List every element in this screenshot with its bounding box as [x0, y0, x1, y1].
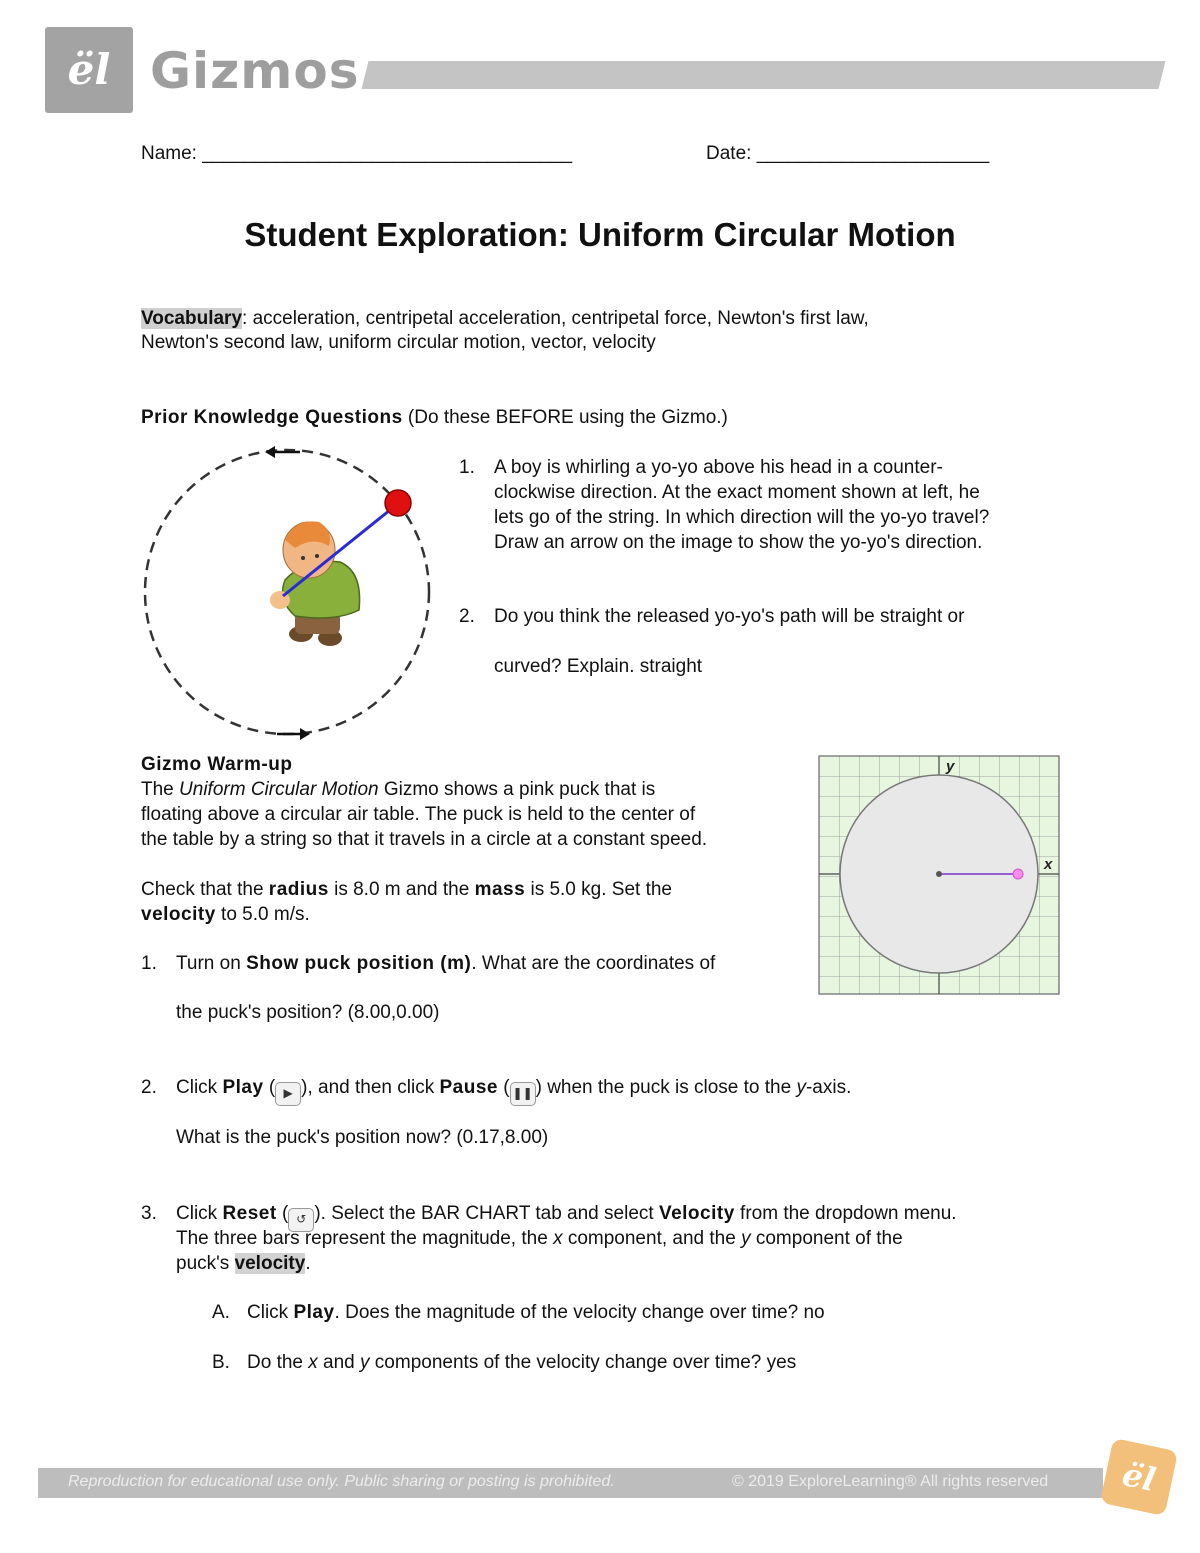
prior-q1-line-1: A boy is whirling a yo-yo above his head in a counter- — [494, 457, 943, 478]
warmup-heading — [141, 753, 292, 777]
arrow-top-icon — [265, 446, 300, 458]
warmup-q2-line-1 — [176, 1076, 851, 1106]
vocabulary-label: Vocabulary — [141, 308, 243, 329]
text: Click — [176, 1077, 223, 1098]
warmup-q2-answer[interactable]: What is the puck's position now? (0.17,8.00) — [176, 1127, 549, 1148]
boy-figure — [270, 521, 360, 646]
warmup-q1-answer[interactable]: the puck's position? (8.00,0.00) — [176, 1002, 440, 1023]
date-field[interactable]: Date: ______________________ — [706, 143, 990, 164]
explorelearning-logo — [45, 27, 133, 113]
text: from the dropdown menu. — [734, 1203, 957, 1224]
prior-q2-answer[interactable]: curved? Explain. straight — [494, 656, 703, 677]
vocabulary-line-1 — [141, 307, 869, 331]
logo-glyph: ël — [67, 45, 111, 94]
text: ). Select the BAR CHART tab and select — [314, 1203, 659, 1224]
warmup-q1-line-1 — [176, 952, 715, 976]
pause-term: Pause — [439, 1077, 498, 1098]
mass-term: mass — [474, 879, 526, 900]
text: ( — [497, 1077, 510, 1098]
text: . What are the coordinates of — [471, 953, 716, 974]
text: and — [317, 1352, 361, 1373]
vocabulary-terms: : acceleration, centripetal acceleration, centripetal force, Newton's first law, — [242, 308, 869, 329]
badge-glyph: ël — [1119, 1455, 1159, 1499]
footer-logo-badge — [1100, 1438, 1178, 1516]
text: is 5.0 kg. Set the — [525, 879, 672, 900]
y-variable: y — [796, 1077, 806, 1098]
radius-term: radius — [268, 879, 329, 900]
page-title: Student Exploration: Uniform Circular Motion — [244, 216, 956, 253]
warmup-q3-b-label: B. — [212, 1352, 230, 1373]
reset-term: Reset — [222, 1203, 277, 1224]
play-term: Play — [222, 1077, 264, 1098]
warmup-check-line-1 — [141, 878, 672, 902]
prior-q1-line-3: lets go of the string. In which direction will the yo-yo travel? — [494, 507, 990, 528]
text: . Does the magnitude of the velocity change over time? no — [334, 1302, 825, 1323]
warmup-title: Gizmo Warm-up — [141, 754, 293, 775]
prior-knowledge-note: (Do these BEFORE using the Gizmo.) — [402, 407, 728, 428]
prior-q1-line-2: clockwise direction. At the exact moment shown at left, he — [494, 482, 980, 503]
text: Check that the — [141, 879, 269, 900]
warmup-q3-b-answer[interactable] — [247, 1351, 796, 1375]
footer-notice: Reproduction for educational use only. Public sharing or posting is prohibited. — [68, 1473, 615, 1490]
text: Click — [176, 1203, 223, 1224]
footer-copyright: © 2019 ExploreLearning® All rights reserved — [732, 1473, 1049, 1490]
text: Do the — [247, 1352, 309, 1373]
y-variable: y — [360, 1352, 370, 1373]
table-center — [936, 871, 942, 877]
warmup-q3-number: 3. — [141, 1203, 157, 1224]
prior-q1-number: 1. — [459, 457, 475, 478]
text: to 5.0 m/s. — [215, 904, 310, 925]
warmup-q1-number: 1. — [141, 953, 157, 974]
pause-icon: ❚❚ — [510, 1082, 536, 1106]
play-icon: ▶ — [275, 1082, 301, 1106]
warmup-intro-line-3: the table by a string so that it travels in a circle at a constant speed. — [141, 829, 708, 850]
prior-knowledge-title: Prior Knowledge Questions — [141, 407, 403, 428]
x-axis-label: x — [1044, 856, 1053, 873]
warmup-q3-a-answer[interactable] — [247, 1301, 825, 1325]
warmup-intro-line-1 — [141, 778, 655, 802]
text: ), and then click — [301, 1077, 440, 1098]
yoyo-illustration — [135, 440, 445, 750]
velocity-term: Velocity — [658, 1203, 735, 1224]
show-puck-position-term: Show puck position (m) — [246, 953, 472, 974]
header-bar — [362, 61, 1166, 89]
text: . — [305, 1253, 311, 1274]
x-variable: x — [308, 1352, 318, 1373]
prior-q2-line-1: Do you think the released yo-yo's path will be straight or — [494, 606, 965, 627]
x-variable: x — [553, 1228, 563, 1249]
y-axis-label: y — [946, 758, 955, 775]
brand-name: Gizmos — [150, 42, 360, 100]
text: component of the — [750, 1228, 903, 1249]
arrow-bottom-icon — [277, 728, 310, 740]
gizmo-grid-figure — [818, 755, 1060, 995]
text: ) when the puck is close to the — [535, 1077, 797, 1098]
pink-puck — [1013, 869, 1023, 879]
text: is 8.0 m and the — [328, 879, 475, 900]
warmup-q3-line-3 — [176, 1252, 311, 1276]
y-variable: y — [741, 1228, 751, 1249]
text: puck's — [176, 1253, 235, 1274]
prior-q1-line-4: Draw an arrow on the image to show the yo-yo's direction. — [494, 532, 983, 553]
text: ( — [276, 1203, 289, 1224]
warmup-check-line-2 — [141, 903, 310, 927]
vocabulary-line-2: Newton's second law, uniform circular motion, vector, velocity — [141, 332, 656, 353]
play-term: Play — [293, 1302, 335, 1323]
prior-knowledge-heading — [141, 406, 728, 430]
text: components of the velocity change over time? yes — [369, 1352, 797, 1373]
prior-q2-number: 2. — [459, 606, 475, 627]
text: Turn on — [176, 953, 247, 974]
text: The three bars represent the magnitude, the — [176, 1228, 554, 1249]
name-field[interactable]: Name: ___________________________________ — [141, 143, 573, 164]
warmup-q3-a-label: A. — [212, 1302, 230, 1323]
warmup-intro-line-2: floating above a circular air table. The puck is held to the center of — [141, 804, 696, 825]
text: component, and the — [562, 1228, 742, 1249]
text: Click — [247, 1302, 294, 1323]
warmup-q2-number: 2. — [141, 1077, 157, 1098]
text: Gizmo shows a pink puck that is — [378, 779, 656, 800]
text: ( — [263, 1077, 276, 1098]
velocity-term: velocity — [141, 904, 216, 925]
warmup-q3-line-2 — [176, 1227, 903, 1251]
gizmo-name: Uniform Circular Motion — [179, 779, 379, 800]
text: The — [141, 779, 180, 800]
reset-icon: ↺ — [288, 1208, 314, 1232]
text: -axis. — [805, 1077, 852, 1098]
yoyo-ball — [385, 490, 411, 516]
velocity-highlight: velocity — [234, 1253, 306, 1274]
